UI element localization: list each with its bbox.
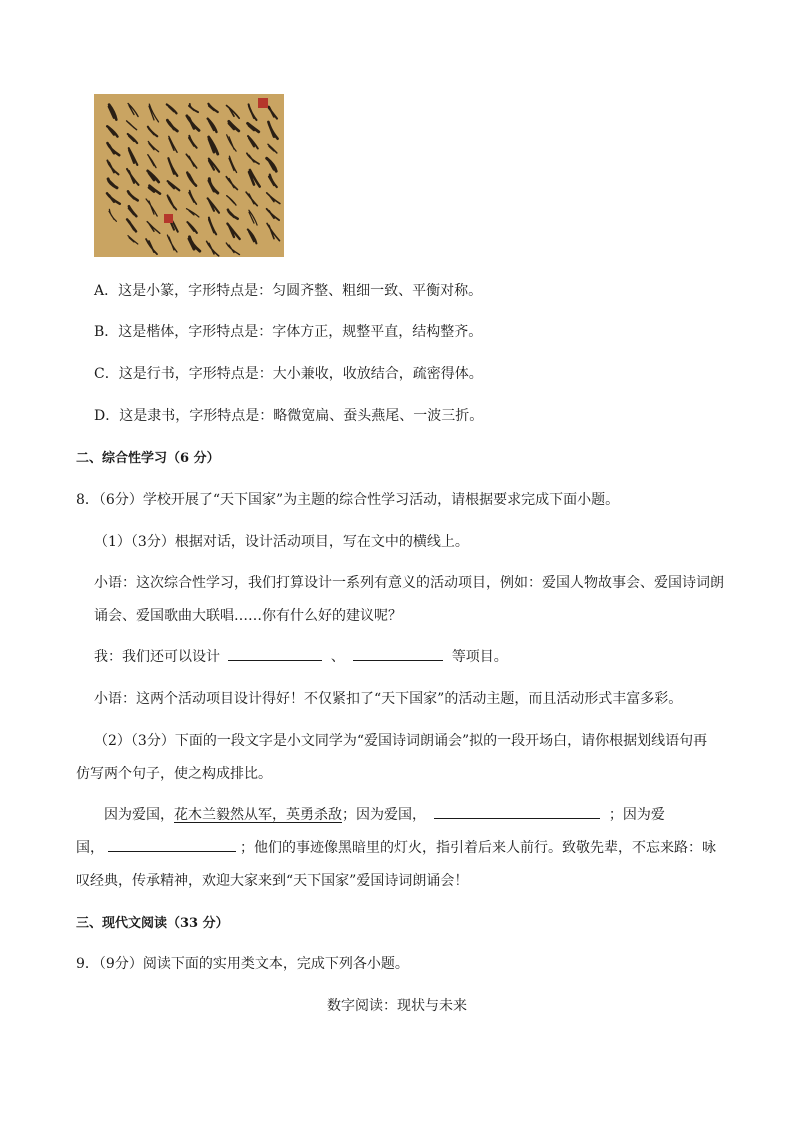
reply-line: [94, 646, 508, 666]
response-line: 小语：这两个活动项目设计得好！不仅紧扣了“天下国家”的活动主题，而且活动形式丰富多彩。: [94, 691, 683, 707]
passage-text: 因为爱国，: [104, 807, 174, 823]
option-a: A．这是小篆，字形特点是：匀圆齐整、粗细一致、平衡对称。: [94, 283, 483, 299]
passage-line-3: 叹经典，传承精神，欢迎大家来到“天下国家”爱国诗词朗诵会！: [76, 873, 469, 889]
passage-text: ；他们的事迹像黑暗里的灯火，指引着后来人前行。致敬先辈，不忘来路：咏: [240, 840, 716, 856]
question-9-stem: 9．（9分）阅读下面的实用类文本，完成下列各小题。: [76, 956, 409, 972]
question-8-stem: 8．（6分）学校开展了“天下国家”为主题的综合性学习活动，请根据要求完成下面小题。: [76, 492, 620, 508]
underlined-sentence: 花木兰毅然从军，英勇杀敌: [174, 807, 342, 823]
passage-line-2: [76, 837, 716, 857]
seal-stamp: [164, 214, 173, 223]
calligraphy-icon: [94, 94, 284, 257]
q8-sub2-prompt-2: 仿写两个句子，使之构成排比。: [76, 766, 272, 782]
passage-text: 国，: [76, 840, 104, 856]
reply-suffix: 等项目。: [451, 649, 508, 665]
dialogue-line-2: 诵会、爱国歌曲大联唱……你有什么好的建议呢？: [94, 608, 402, 624]
seal-stamp: [258, 98, 268, 108]
answer-blank-4[interactable]: [108, 837, 236, 852]
answer-blank-3[interactable]: [434, 804, 600, 819]
q8-sub2-prompt-1: （2）（3分）下面的一段文字是小文同学为“爱国诗词朗诵会”拟的一段开场白，请你根据划线语句再: [94, 733, 708, 749]
reply-separator: 、: [330, 649, 345, 665]
q8-sub1-prompt: （1）（3分）根据对话，设计活动项目，写在文中的横线上。: [94, 534, 469, 550]
answer-blank-1[interactable]: [228, 646, 322, 661]
passage-text: ；因为爱: [608, 807, 665, 823]
reply-prefix: 我：我们还可以设计: [94, 649, 220, 665]
passage-line-1: [104, 804, 665, 824]
answer-blank-2[interactable]: [353, 646, 443, 661]
option-b: B．这是楷体，字形特点是：字体方正，规整平直，结构整齐。: [94, 324, 483, 340]
calligraphy-scroll-image: [94, 94, 284, 257]
passage-text: ；因为爱国，: [342, 807, 426, 823]
section-title-3: 三、现代文阅读（33 分）: [76, 916, 229, 931]
article-title: 数字阅读：现状与未来: [327, 998, 467, 1014]
option-c: C．这是行书，字形特点是：大小兼收，收放结合，疏密得体。: [94, 366, 483, 382]
option-d: D．这是隶书，字形特点是：略微宽扁、蚕头燕尾、一波三折。: [94, 408, 484, 424]
section-title-2: 二、综合性学习（6 分）: [76, 451, 220, 466]
dialogue-line-1: 小语：这次综合性学习，我们打算设计一系列有意义的活动项目，例如：爱国人物故事会、爱国诗词朗: [94, 575, 724, 591]
